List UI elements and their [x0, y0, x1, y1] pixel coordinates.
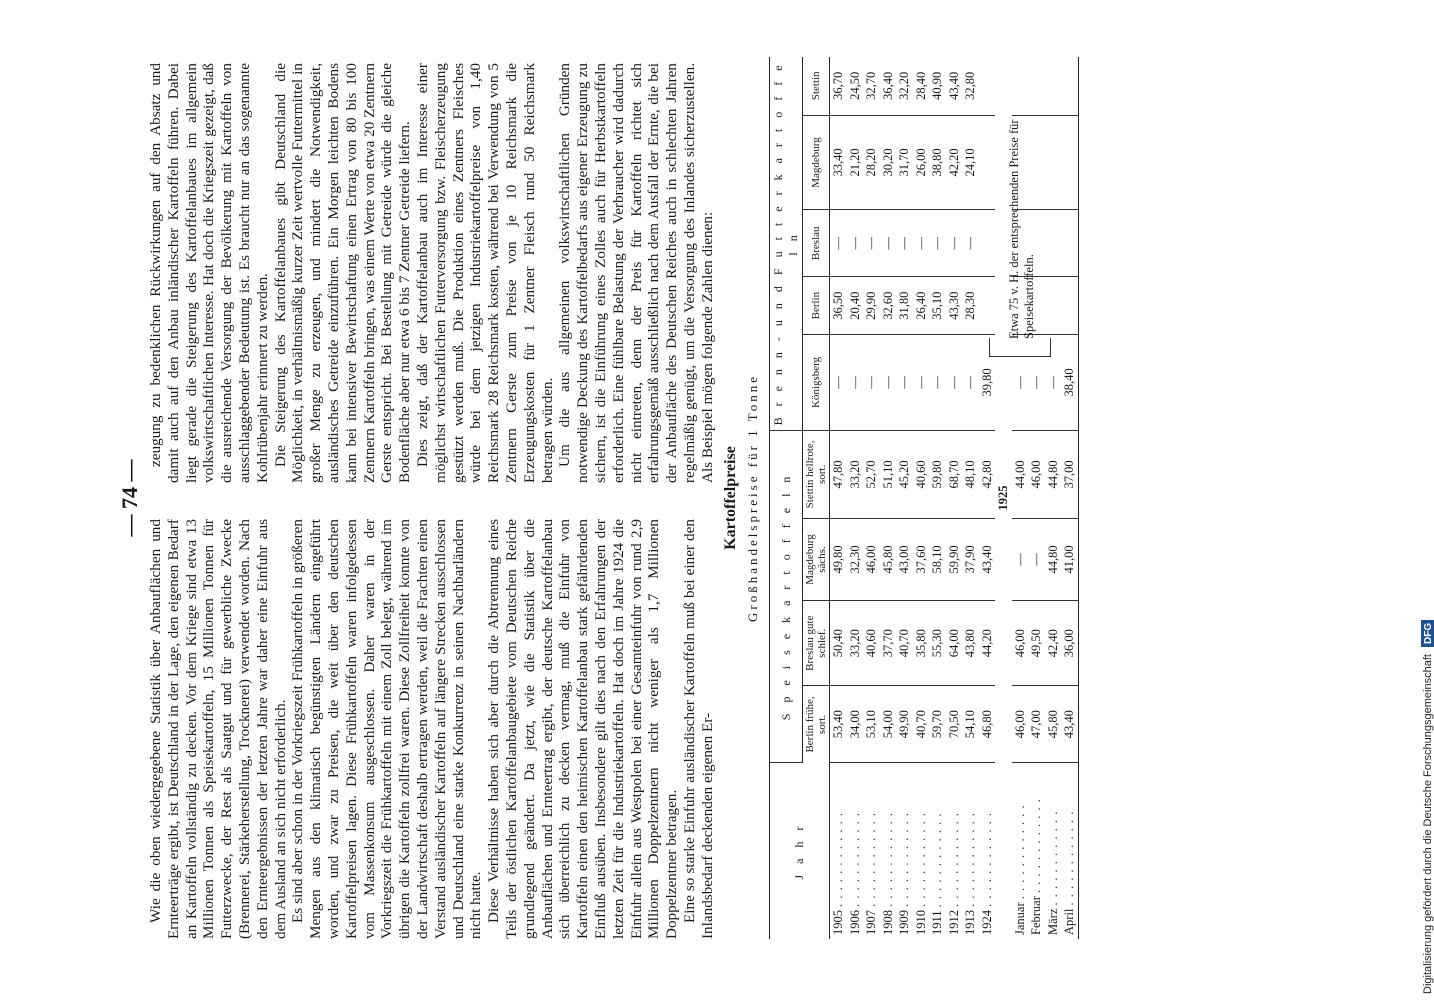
table-cell: 68,70 — [946, 430, 963, 518]
table-cell: 21,20 — [847, 115, 864, 210]
right-text-column — [147, 63, 717, 483]
column-header: Breslau — [803, 210, 830, 277]
table-row — [962, 57, 979, 939]
table-cell — [979, 277, 996, 335]
rotated-page — [117, 57, 1317, 939]
table-cell: — — [830, 210, 847, 277]
row-label: 1911 . . . . . . . . . . . . — [930, 812, 944, 935]
table-cell: — — [1045, 335, 1062, 431]
column-header: Stettin — [803, 57, 830, 115]
table-cell: — — [946, 210, 963, 277]
table-cell: — — [1028, 518, 1045, 600]
table-cell: 59,80 — [929, 430, 946, 518]
table-cell: 54,10 — [962, 686, 979, 763]
table-cell: — — [880, 335, 897, 431]
table-cell: 32,80 — [962, 57, 979, 115]
table-row — [847, 57, 864, 939]
table-cell — [1061, 210, 1078, 277]
column-header: Berlin — [803, 277, 830, 335]
table-cell: 46,00 — [1012, 686, 1029, 763]
left-text-column — [147, 519, 717, 939]
table-cell: 34,00 — [847, 686, 864, 763]
row-label: März . . . . . . . . . . . . — [1045, 810, 1060, 935]
table-cell: 64,00 — [946, 601, 963, 686]
table-cell: — — [847, 210, 864, 277]
table-cell: — — [896, 335, 913, 431]
table-cell: 35,10 — [929, 277, 946, 335]
table-cell: 30,20 — [880, 115, 897, 210]
row-label: 1908 . . . . . . . . . . . . — [880, 812, 895, 935]
table-cell: 32,70 — [863, 57, 880, 115]
table-cell: 33,20 — [847, 601, 864, 686]
table-cell: 53,40 — [830, 686, 847, 763]
table-cell: 33,20 — [847, 430, 864, 518]
table-row — [979, 57, 996, 939]
paragraph: Die Steigerung des Kartoffelanbaues gibt Deutschland die Möglichkeit, in verhältnismäßig kurzer Zeit wertvolle Futtermittel in großer Menge zu erzeugen, und mindert die Notwendigkeit, ausländisches Getreide einzuführen. Ein Morgen leichten Bodens kann bei intensiver Bewirtschaftung einen Ertrag von 80 bis 100 Zentnern Kartoffeln bringen, was einem Werte von etwa 20 Zentnern Gerste entspricht. Bei Bestellung mit Getreide würde die gleiche Bodenfläche aber nur etwa 6 bis 7 Zentner Getreide liefern. — [271, 63, 414, 483]
table-cell: 46,80 — [979, 686, 996, 763]
table-cell — [1045, 57, 1062, 115]
table-cell — [1045, 210, 1062, 277]
table-cell: 43,40 — [1061, 686, 1078, 763]
row-label: April . . . . . . . . . . . . — [1061, 763, 1078, 940]
note-brace — [989, 338, 1051, 357]
table-cell: — — [962, 335, 979, 431]
table-cell: 43,80 — [962, 601, 979, 686]
table-cell: 44,00 — [1012, 430, 1029, 518]
table-cell: — — [913, 210, 930, 277]
table-cell: 36,50 — [830, 277, 847, 335]
table-row — [896, 57, 913, 939]
table-cell: — — [1012, 335, 1029, 431]
table-cell: 46,00 — [1012, 601, 1029, 686]
table-row — [863, 57, 880, 939]
row-label: 1912 . . . . . . . . . . . . — [946, 812, 961, 935]
table-cell: 48,10 — [962, 430, 979, 518]
table-cell: 40,70 — [913, 686, 930, 763]
table-cell: 47,80 — [830, 430, 847, 518]
table-cell: 26,40 — [913, 277, 930, 335]
table-cell: 50,40 — [830, 601, 847, 686]
table-cell: 49,80 — [830, 518, 847, 600]
table-cell: 58,10 — [929, 518, 946, 600]
table-cell: 55,30 — [929, 601, 946, 686]
table-cell: — — [880, 210, 897, 277]
table-cell: 52,70 — [863, 430, 880, 518]
table-cell — [1045, 115, 1062, 210]
table-row — [880, 57, 897, 939]
table-cell: 35,80 — [913, 601, 930, 686]
table-cell: — — [929, 210, 946, 277]
row-label: Januar . . . . . . . . . . . . — [1012, 804, 1027, 935]
table-row — [929, 57, 946, 939]
table-row — [1061, 57, 1078, 939]
table-cell: 47,00 — [1028, 686, 1045, 763]
table-cell: 31,80 — [896, 277, 913, 335]
dfg-logo: DFG — [1421, 620, 1434, 647]
table-cell: 39,80 — [979, 335, 996, 431]
table-cell — [1045, 277, 1062, 335]
page-number: — 74 — — [117, 459, 142, 537]
table-row — [1045, 57, 1062, 939]
table-cell: — — [962, 210, 979, 277]
paragraph: zeugung zu bedenklichen Rückwirkungen auf den Absatz und damit auch auf den Anbau inländischer Kartoffeln führen. Dabei liegt gerade die Steigerung des Kartoffelanbaues im allgemein volkswirtschaftlichen Interesse. Hat doch die Kriegszeit gezeigt, daß die ausreichende Versorgung der Bevölkerung mit Kartoffeln von ausschlaggebender Bedeutung ist. Es braucht nur an das sogenannte Kohlrübenjahr erinnert zu werden. — [147, 63, 271, 483]
table-cell: 43,30 — [946, 277, 963, 335]
credit-text: Digitalisierung gefördert durch die Deutsche Forschungsgemeinschaft — [1422, 654, 1434, 994]
table-cell: 59,70 — [929, 686, 946, 763]
table-cell: 37,00 — [1061, 430, 1078, 518]
table-cell: — — [863, 210, 880, 277]
table-cell: 20,40 — [847, 277, 864, 335]
table-cell: 59,90 — [946, 518, 963, 600]
table-cell: 31,70 — [896, 115, 913, 210]
table-cell: 46,00 — [863, 518, 880, 600]
digitization-credit — [1420, 0, 1434, 994]
column-header: Stettin hellrote, sort. — [803, 430, 830, 518]
table-cell: — — [896, 210, 913, 277]
table-cell: 40,60 — [863, 601, 880, 686]
table-cell: 29,90 — [863, 277, 880, 335]
table-cell: 26,00 — [913, 115, 930, 210]
table-cell: 37,60 — [913, 518, 930, 600]
table-cell: 37,90 — [962, 518, 979, 600]
table-cell: 42,80 — [979, 430, 996, 518]
table-note: Etwa 75 v. H. der entsprechenden Preise für Speisekartoffeln. — [1007, 119, 1036, 339]
table-cell — [1061, 57, 1078, 115]
table-cell: 24,50 — [847, 57, 864, 115]
year-header: J a h r — [770, 763, 830, 940]
paragraph: Diese Verhältnisse haben sich aber durch die Abtrennung eines Teils der östlichen Kartoffelanbaugebiete vom Deutschen Reiche grundlegend geändert. Da jetzt, wie die Statistik über die Anbauflächen und Ernteertrag ergibt, der deutsche Kartoffelanbau sich überreichlich zu decken vermag, muß die Einfuhr von Kartoffeln einen den heimischen Kartoffelanbau stark gefährdenden Einfluß ausüben. Insbesondere gilt dies nach den Erfahrungen der letzten Zeit für die Industriekartoffeln. Hat doch im Jahre 1924 die Einfuhr allein aus Westpolen bei einer Gesamteinfuhr von rund 2,9 Millionen Doppelzentnern nicht weniger als 1,7 Millionen Doppelzentner betragen. — [485, 519, 681, 939]
table-cell: 41,00 — [1061, 518, 1078, 600]
table-cell: 43,40 — [946, 57, 963, 115]
row-label: 1906 . . . . . . . . . . . . — [847, 812, 862, 935]
table-cell: 37,70 — [880, 601, 897, 686]
table-cell: 33,40 — [830, 115, 847, 210]
table-cell: 43,00 — [896, 518, 913, 600]
table-cell: 45,20 — [896, 430, 913, 518]
paragraph: Eine so starke Einfuhr ausländischer Kartoffeln muß bei einer den Inlandsbedarf deckenden eigenen Er- — [680, 519, 716, 939]
table-cell: 28,40 — [913, 57, 930, 115]
table-row — [946, 57, 963, 939]
table-cell: — — [847, 335, 864, 431]
brenn-group-header: B r e n n - u n d F u t t e r k a r t o f f e l n — [770, 57, 803, 430]
table-cell: 38,40 — [1061, 335, 1078, 431]
paragraph: Dies zeigt, daß der Kartoffelanbau auch im Interesse einer möglichst wirtschaftlichen Futterversorgung bzw. Fleischerzeugung gestützt werden muß. Die Produktion eines Zentners Fleisches würde bei dem jetzigen Industriekartoffelpreise von 1,40 Reichsmark 28 Reichsmark kosten, während bei Verwendung von 5 Zentnern Gerste zum Preise von je 10 Reichsmark die Erzeugungskosten für 1 Zentner Fleisch rund 50 Reichsmark betragen würden. — [413, 63, 556, 483]
table-cell: 45,80 — [1045, 686, 1062, 763]
table-cell: 40,90 — [929, 57, 946, 115]
row-label: 1924 . . . . . . . . . . . . — [979, 812, 994, 935]
table-cell: 40,60 — [913, 430, 930, 518]
table-cell: — — [1012, 518, 1029, 600]
paragraph: Wie die oben wiedergegebene Statistik über Anbauflächen und Ernteerträge ergibt, ist Deutschland in der Lage, den eigenen Bedarf an Kartoffeln vollständig zu decken. Vor dem Kriege sind etwa 13 Millionen Tonnen als Speisekartoffeln, 15 Millionen Tonnen für Futterzwecke, der Rest als Saatgut und für gewerbliche Zwecke (Brennerei, Stärkeherstellung, Trocknerei) verwendet worden. Nach den Ernteergebnissen der letzten Jahre war daher eine Einfuhr aus dem Ausland an sich nicht erforderlich. — [147, 519, 289, 939]
table-cell: 51,10 — [880, 430, 897, 518]
table-cell: — — [929, 335, 946, 431]
table-cell: 49,50 — [1028, 601, 1045, 686]
table-cell: 36,00 — [1061, 601, 1078, 686]
paragraph: Es sind aber schon in der Vorkriegszeit Frühkartoffeln in größeren Mengen aus den klimatisch begünstigten Ländern eingeführt worden, und zwar zu Preisen, die weit über den deutschen Kartoffelpreisen lagen. Diese Frühkartoffeln waren infolgedessen vom Massenkonsum ausgeschlossen. Daher waren in der Vorkriegszeit die Frühkartoffeln mit einem Zoll belegt, während im übrigen die Kartoffeln zollfrei waren. Diese Zollfreiheit konnte von der Landwirtschaft deshalb ertragen werden, weil die Frachten einen Verstand ausländischer Kartoffeln auf längere Strecken ausschlossen und Deutschland eine starke Konkurrenz in seinen Nachbarländern nicht hatte. — [289, 519, 485, 939]
table-row — [913, 57, 930, 939]
table-cell: — — [830, 335, 847, 431]
table-cell: 32,60 — [880, 277, 897, 335]
table-cell — [979, 57, 996, 115]
column-header: Breslau gute schlef. — [803, 601, 830, 686]
table-cell: 70,50 — [946, 686, 963, 763]
table-cell: 49,90 — [896, 686, 913, 763]
table-title: Kartoffelpreise — [722, 446, 739, 550]
table-cell: 36,70 — [830, 57, 847, 115]
paragraph: Um die aus allgemeinen volkswirtschaftlichen Gründen notwendige Deckung des Kartoffelbedarfs aus eigener Erzeugung zu sichern, ist die Einführung eines Zolles auch für Herbstkartoffeln erforderlich. Eine fühlbare Belastung der Verbraucher wird dadurch nicht eintreten, denn der Preis für Kartoffeln richtet sich erfahrungsgemäß ausschließlich nach dem Ausfall der Ernte, die bei der Anbaufläche des Deutschen Reiches auch in schlechten Jahren regelmäßig genügt, um die Versorgung des Inlandes sicherzustellen. Als Beispiel mögen folgende Zahlen dienen: — [556, 63, 716, 483]
table-cell: 44,80 — [1045, 518, 1062, 600]
table-cell — [1061, 115, 1078, 210]
table-cell: — — [863, 335, 880, 431]
table-cell: 28,30 — [962, 277, 979, 335]
table-cell: 32,30 — [847, 518, 864, 600]
row-label: 1913 . . . . . . . . . . . . — [963, 812, 977, 935]
table-cell: 43,40 — [979, 518, 996, 600]
speise-group-header: S p e i s e k a r t o f f e l n — [770, 430, 803, 762]
row-label: 1909 . . . . . . . . . . . . — [897, 812, 911, 935]
table-cell: 46,00 — [1028, 430, 1045, 518]
table-cell: 40,70 — [896, 601, 913, 686]
table-cell: — — [1028, 335, 1045, 431]
table-cell: 54,00 — [880, 686, 897, 763]
table-cell: 24,10 — [962, 115, 979, 210]
table-row — [830, 57, 847, 939]
column-header: Berlin frühe, sort. — [803, 686, 830, 763]
table-cell: — — [946, 335, 963, 431]
table-cell: 32,20 — [896, 57, 913, 115]
table-cell: 44,20 — [979, 601, 996, 686]
table-cell — [1061, 277, 1078, 335]
table-cell: — — [913, 335, 930, 431]
table-cell: 36,40 — [880, 57, 897, 115]
table-cell: 42,20 — [946, 115, 963, 210]
table-cell: 53,10 — [863, 686, 880, 763]
table-cell — [979, 115, 996, 210]
table-subtitle: Großhandelspreise für 1 Tonne — [745, 374, 760, 622]
row-label: 1907 . . . . . . . . . . . . — [864, 812, 878, 935]
table-cell: 45,80 — [880, 518, 897, 600]
column-header: Königsberg — [803, 335, 830, 431]
row-label: 1910 . . . . . . . . . . . . — [913, 812, 928, 935]
column-header: Magdeburg sächs. — [803, 518, 830, 600]
table-cell: 42,40 — [1045, 601, 1062, 686]
table-cell: 38,80 — [929, 115, 946, 210]
table-cell — [979, 210, 996, 277]
row-label: 1905 . . . . . . . . . . . . — [831, 812, 845, 935]
table-cell: 44,80 — [1045, 430, 1062, 518]
column-header: Magdeburg — [803, 115, 830, 210]
row-label: Februar . . . . . . . . . . . . — [1029, 798, 1043, 935]
section-label-1925: 1925 — [996, 485, 1010, 511]
table-cell: 28,20 — [863, 115, 880, 210]
